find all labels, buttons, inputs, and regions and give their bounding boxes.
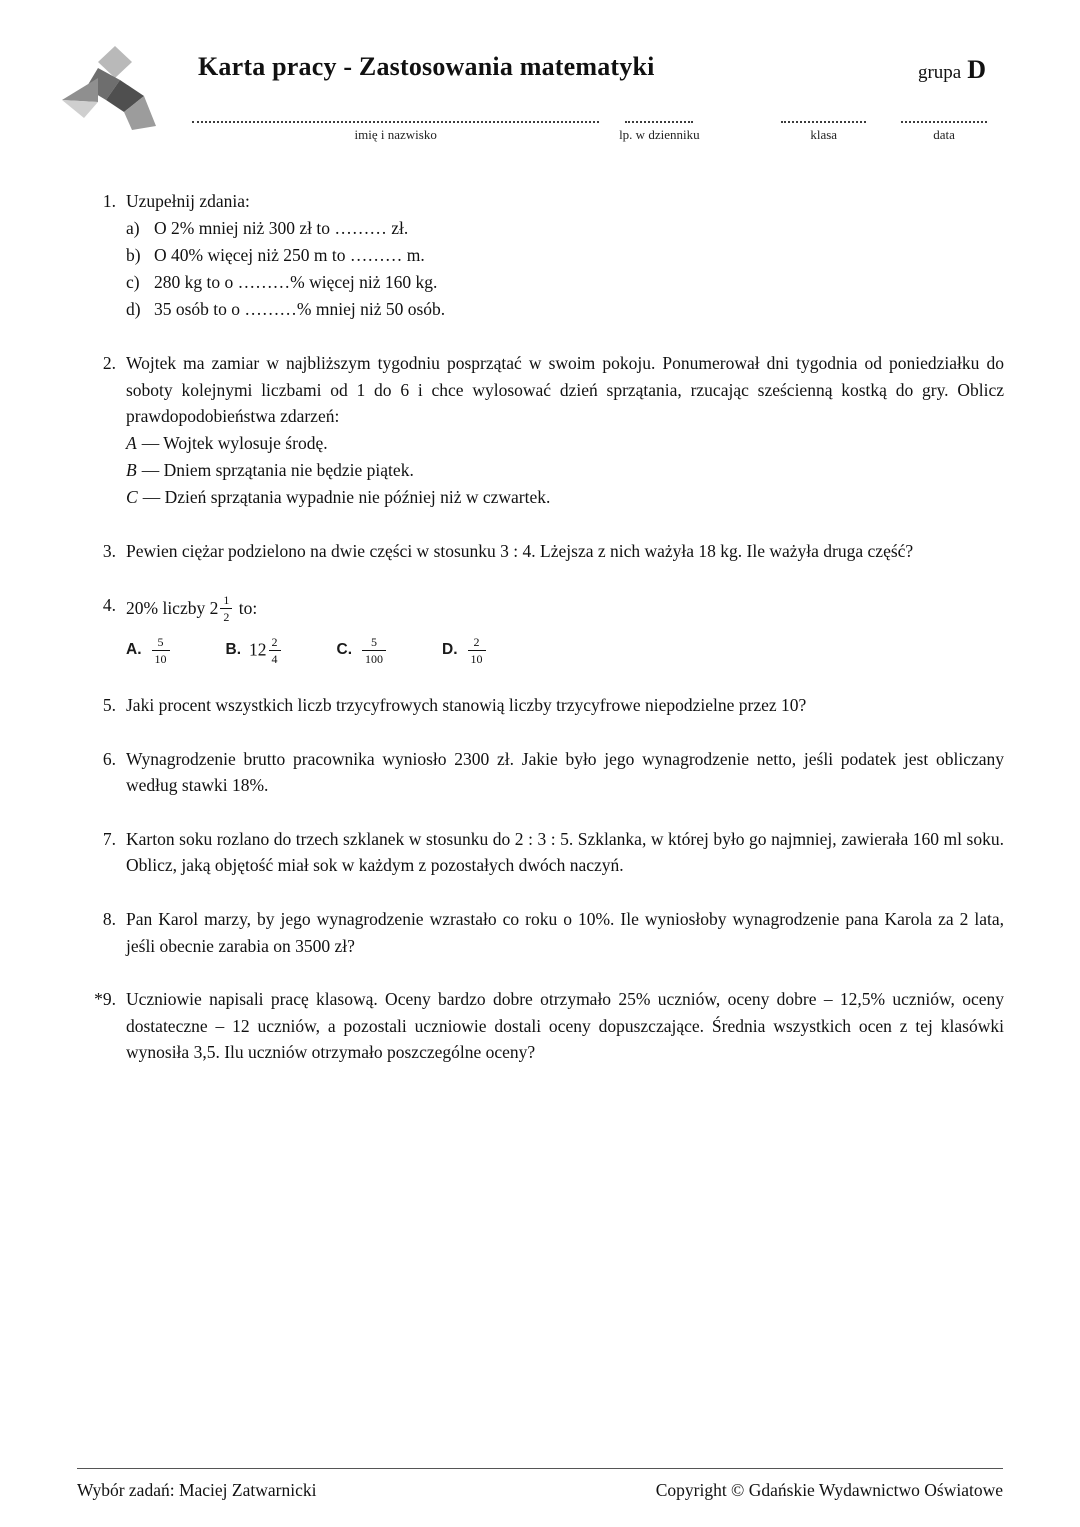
page-title: Karta pracy - Zastosowania matematyki <box>198 52 655 81</box>
option-label: B. <box>225 641 241 659</box>
answer-option-c <box>337 635 389 665</box>
event-line-b <box>126 457 1004 484</box>
event-line-c <box>126 484 1004 511</box>
footer-author: Wybór zadań: Maciej Zatwarnicki <box>77 1480 317 1500</box>
header <box>0 0 1080 160</box>
field-class <box>781 112 866 143</box>
problem-2 <box>86 350 1004 511</box>
problem-list <box>0 160 1080 1066</box>
answer-option-d <box>442 635 488 665</box>
subitem-text: 35 osób to o ………% mniej niż 50 osób. <box>154 298 446 319</box>
header-fields <box>192 112 987 143</box>
group-badge <box>918 55 986 85</box>
name-blank-line <box>192 112 599 123</box>
problem-text: Wojtek ma zamiar w najbliższym tygodniu posprzątać w swoim pokoju. Ponumerował dni tygodnia od poniedziałku do soboty kolejnymi liczbami od 1 do 6 i chce wylosować dzień sprzątania, rzucając sześcienną kostką do gry. Oblicz prawdopodobieństwa zdarzeń: <box>126 353 1004 427</box>
event-symbol: A <box>126 432 137 453</box>
problem-8 <box>86 906 1004 959</box>
subitem-label: a) <box>126 217 140 238</box>
problem-7 <box>86 826 1004 879</box>
problem-text: Jaki procent wszystkich liczb trzycyfrowych stanowią liczby trzycyfrowe niepodzielne przez 10? <box>126 695 807 716</box>
problem-text: Uczniowie napisali pracę klasową. Oceny bardzo dobre otrzymało 25% uczniów, oceny dobre – 12,5% uczniów, oceny dostateczne – 12 uczniów, a pozostali uczniowie dostali oceny dopuszczające. Średnia wszystkich ocen z tej klasówki wynosiła 3,5. Ilu uczniów otrzymało poszczególne oceny? <box>126 989 1004 1063</box>
footer-copyright: Copyright © Gdańskie Wydawnictwo Oświatowe <box>655 1480 1003 1500</box>
fraction: $\frac{2}{4}$ <box>269 635 281 665</box>
problem-text: Karton soku rozlano do trzech szklanek w stosunku do 2 : 3 : 5. Szklanka, w której było go najmniej, zawierała 160 ml soku. Oblicz, jaką objętość miał sok w każdym z pozostałych dwóch naczyń. <box>126 828 1004 876</box>
class-field-label: klasa <box>810 127 838 142</box>
problem-3 <box>86 538 1004 565</box>
field-register-number <box>611 112 707 143</box>
problem-9 <box>86 986 1004 1066</box>
fraction: $\frac{2}{10}$ <box>468 635 486 665</box>
mixed-number: 2 $\frac{1}{2}$ <box>210 592 235 625</box>
subitem-text: 280 kg to o ………% więcej niż 160 kg. <box>154 271 438 292</box>
problem-text <box>126 592 1004 625</box>
subitem-label: d) <box>126 298 141 319</box>
problem-text: Pewien ciężar podzielono na dwie części w stosunku 3 : 4. Lżejsza z nich ważyła 18 kg. Ile ważyła druga część? <box>126 541 914 562</box>
fraction: $\frac{1}{2}$ <box>220 593 232 623</box>
register-blank-line <box>625 112 693 123</box>
group-label: grupa <box>917 62 962 83</box>
problem-4 <box>86 592 1004 665</box>
name-field-label: imię i nazwisko <box>354 127 437 142</box>
problem-lead: 20% liczby <box>126 597 206 618</box>
event-line-a <box>126 430 1004 457</box>
problem-number: *9. <box>94 989 116 1010</box>
answer-option-b: B. 12 $\frac{2}{4}$ <box>226 635 283 665</box>
answer-option-a <box>126 635 172 665</box>
problem-number: 2. <box>102 353 116 374</box>
subitem-c <box>126 269 1004 296</box>
event-text: — Wojtek wylosuje środę. <box>141 432 328 453</box>
group-value: D <box>967 55 986 84</box>
subitem-a <box>126 215 1004 242</box>
problem-number: 8. <box>102 909 116 930</box>
event-symbol: C <box>126 487 138 508</box>
register-field-label: lp. w dzienniku <box>619 127 700 142</box>
event-text: — Dzień sprzątania wypadnie nie później niż w czwartek. <box>142 487 551 508</box>
subitem-label: c) <box>126 271 140 292</box>
fraction: $\frac{5}{10}$ <box>152 635 170 665</box>
problem-number: 4. <box>102 594 116 615</box>
problem-intro: Uzupełnij zdania: <box>126 191 250 211</box>
gwo-logo <box>58 44 162 138</box>
event-symbol: B <box>126 460 137 480</box>
class-blank-line <box>781 112 866 123</box>
problem-number: 1. <box>102 191 116 211</box>
footer <box>77 1468 1003 1501</box>
subitem-label: b) <box>126 244 141 265</box>
problem-number: 3. <box>102 541 116 562</box>
problem-number: 6. <box>102 748 116 769</box>
problem-text: Wynagrodzenie brutto pracownika wyniosło 2300 zł. Jakie było jego wynagrodzenie netto, jeśli podatek jest obliczany według stawki 18%. <box>126 748 1004 796</box>
option-label: A. <box>126 641 142 659</box>
problem-number: 5. <box>102 695 116 716</box>
problem-tail: to: <box>238 597 258 618</box>
date-field-label: data <box>933 127 955 142</box>
subitem-text: O 40% więcej niż 250 m to ……… m. <box>154 244 425 265</box>
subitem-text: O 2% mniej niż 300 zł to ……… zł. <box>154 217 409 238</box>
fraction: $\frac{5}{100}$ <box>362 635 386 665</box>
answer-options <box>126 635 1004 665</box>
option-label: D. <box>442 641 458 659</box>
problem-5 <box>86 692 1004 719</box>
problem-6 <box>86 746 1004 799</box>
option-label: C. <box>336 641 352 659</box>
field-date <box>901 112 987 143</box>
subitem-d <box>126 296 1004 323</box>
date-blank-line <box>901 112 987 123</box>
event-text: — Dniem sprzątania nie będzie piątek. <box>141 460 414 480</box>
subitem-b <box>126 242 1004 269</box>
problem-text: Pan Karol marzy, by jego wynagrodzenie wzrastało co roku o 10%. Ile wyniosłoby wynagrodzenie pana Karola za 2 lata, jeśli obecnie zarabia on 3500 zł? <box>126 909 1004 956</box>
field-name <box>192 112 599 143</box>
problem-number: 7. <box>102 828 116 849</box>
problem-1 <box>86 188 1004 323</box>
